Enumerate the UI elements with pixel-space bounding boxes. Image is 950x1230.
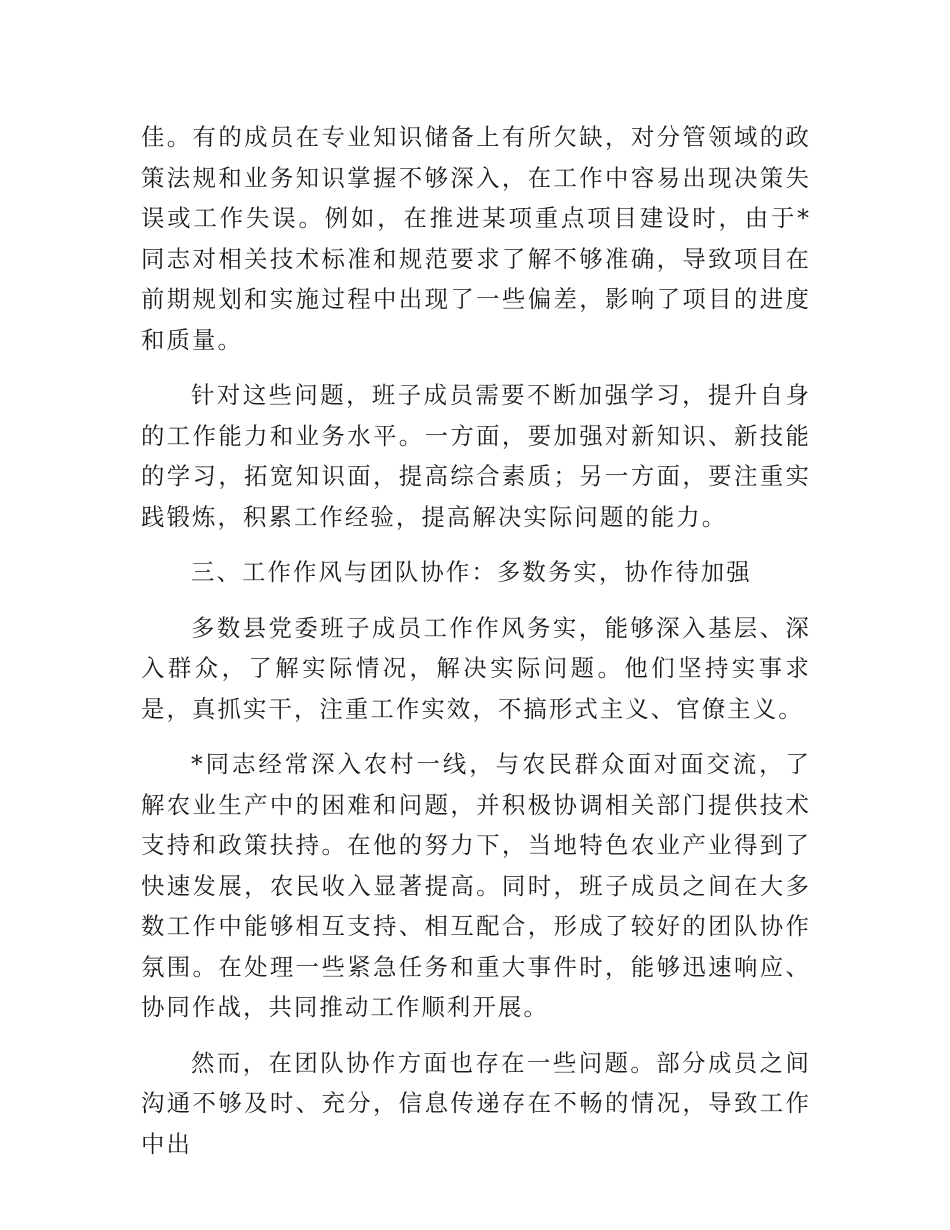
paragraph-continuation: 佳。有的成员在专业知识储备上有所欠缺，对分管领域的政策法规和业务知识掌握不够深入，在工作中容易出现决策失误或工作失误。例如，在推进某项重点项目建设时，由于*同志对相关技术标准和规范要求了解不够准确，导致项目在前期规划和实施过程中出现了一些偏差，影响了项目的进度和质量。 [141,123,811,354]
paragraph-work-style: 多数县党委班子成员工作作风务实，能够深入基层、深入群众，了解实际情况，解决实际问题。他们坚持实事求是，真抓实干，注重工作实效，不搞形式主义、官僚主义。 [141,613,811,723]
paragraph-example: *同志经常深入农村一线，与农民群众面对面交流，了解农业生产中的困难和问题，并积极协调相关部门提供技术支持和政策扶持。在他的努力下，当地特色农业产业得到了快速发展，农民收入显著提高。同时，班子成员之间在大多数工作中能够相互支持、相互配合，形成了较好的团队协作氛围。在处理一些紧急任务和重大事件时，能够迅速响应、协同作战，共同推动工作顺利开展。 [141,750,811,1021]
paragraph-learning: 针对这些问题，班子成员需要不断加强学习，提升自身的工作能力和业务水平。一方面，要加强对新知识、新技能的学习，拓宽知识面，提高综合素质；另一方面，要注重实践锻炼，积累工作经验，提高解决实际问题的能力。 [141,381,811,531]
paragraph-issues: 然而，在团队协作方面也存在一些问题。部分成员之间沟通不够及时、充分，信息传递存在不畅的情况，导致工作中出 [141,1048,811,1158]
document-body [141,117,811,1164]
section-heading: 三、工作作风与团队协作：多数务实，协作待加强 [191,558,752,586]
